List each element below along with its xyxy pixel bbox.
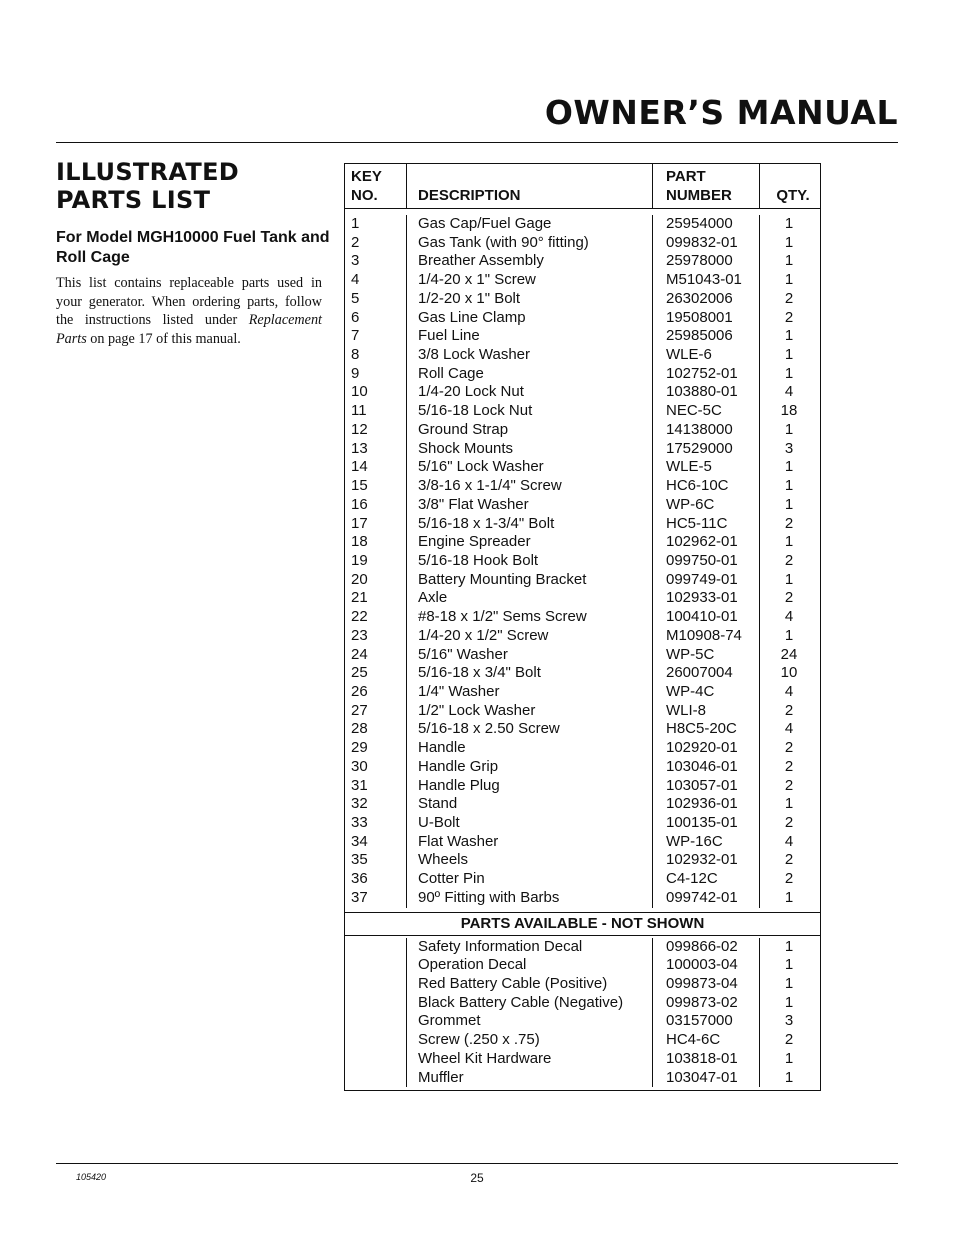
table-row xyxy=(345,851,820,870)
qty-cell: 1 xyxy=(784,570,794,588)
key-cell: 11 xyxy=(345,402,407,421)
key-cell: 25 xyxy=(345,664,407,683)
part-number-cell: 100003-04 xyxy=(653,956,760,975)
description-cell: Screw (.250 x .75) xyxy=(407,1031,653,1050)
description-cell: Axle xyxy=(407,589,653,608)
header-key-no xyxy=(345,164,407,208)
part-number-cell: 17529000 xyxy=(653,440,760,459)
qty-cell: 1 xyxy=(784,458,794,476)
description-cell: Breather Assembly xyxy=(407,252,653,271)
qty-cell: 1 xyxy=(784,420,794,438)
part-number-cell: 099832-01 xyxy=(653,234,760,253)
description-cell: 5/16-18 x 2.50 Screw xyxy=(407,720,653,739)
part-number-cell: 25985006 xyxy=(653,327,760,346)
description-cell: Roll Cage xyxy=(407,365,653,384)
key-cell: 21 xyxy=(345,589,407,608)
part-number-cell: 102962-01 xyxy=(653,533,760,552)
key-cell: 15 xyxy=(345,477,407,496)
key-cell: 33 xyxy=(345,814,407,833)
description-cell: Engine Spreader xyxy=(407,533,653,552)
description-cell: 1/2" Lock Washer xyxy=(407,702,653,721)
table-row xyxy=(345,440,820,459)
description-cell: 1/4" Washer xyxy=(407,683,653,702)
key-cell xyxy=(345,1069,407,1088)
table-row xyxy=(345,346,820,365)
qty-cell: 1 xyxy=(784,252,794,270)
part-number-cell: 103880-01 xyxy=(653,383,760,402)
table-row xyxy=(345,956,820,975)
table-row xyxy=(345,739,820,758)
part-number-cell: 099742-01 xyxy=(653,889,760,908)
key-cell: 27 xyxy=(345,702,407,721)
description-cell: Handle Plug xyxy=(407,777,653,796)
qty-cell: 1 xyxy=(784,495,794,513)
intro-text-2: on page 17 of this manual. xyxy=(86,331,241,348)
table-row xyxy=(345,309,820,328)
table-row xyxy=(345,1031,820,1050)
description-cell: Gas Cap/Fuel Gage xyxy=(407,215,653,234)
table-row xyxy=(345,234,820,253)
table-row xyxy=(345,1012,820,1031)
description-cell: Handle Grip xyxy=(407,758,653,777)
part-number-cell: WLE-6 xyxy=(653,346,760,365)
qty-cell: 1 xyxy=(784,533,794,551)
key-cell: 31 xyxy=(345,777,407,796)
table-row xyxy=(345,608,820,627)
qty-cell: 1 xyxy=(784,327,794,345)
description-cell: 1/4-20 Lock Nut xyxy=(407,383,653,402)
table-row xyxy=(345,271,820,290)
key-cell: 16 xyxy=(345,496,407,515)
header-part-number xyxy=(653,164,760,208)
qty-cell: 2 xyxy=(784,870,794,888)
part-number-cell: WLE-5 xyxy=(653,458,760,477)
qty-cell: 1 xyxy=(784,888,794,906)
part-number-cell: NEC-5C xyxy=(653,402,760,421)
description-cell: #8-18 x 1/2" Sems Screw xyxy=(407,608,653,627)
table-row xyxy=(345,571,820,590)
key-cell: 20 xyxy=(345,571,407,590)
qty-cell: 1 xyxy=(784,937,794,955)
description-cell: Cotter Pin xyxy=(407,870,653,889)
description-cell: Safety Information Decal xyxy=(407,938,653,957)
table-row xyxy=(345,252,820,271)
part-number-cell: 103057-01 xyxy=(653,777,760,796)
description-cell: Red Battery Cable (Positive) xyxy=(407,975,653,994)
qty-cell: 4 xyxy=(784,608,794,626)
table-row xyxy=(345,975,820,994)
qty-cell: 1 xyxy=(784,975,794,993)
description-cell: 90º Fitting with Barbs xyxy=(407,889,653,908)
qty-cell: 4 xyxy=(784,383,794,401)
description-cell: Gas Tank (with 90° fitting) xyxy=(407,234,653,253)
key-cell: 18 xyxy=(345,533,407,552)
qty-cell: 2 xyxy=(784,814,794,831)
description-cell: Shock Mounts xyxy=(407,440,653,459)
qty-cell: 1 xyxy=(784,271,794,289)
part-number-cell: 099873-02 xyxy=(653,994,760,1013)
table-row xyxy=(345,702,820,721)
table-row xyxy=(345,720,820,739)
description-cell: Gas Line Clamp xyxy=(407,309,653,328)
table-row xyxy=(345,664,820,683)
intro-link-text: Replacement Parts xyxy=(56,312,322,348)
key-cell xyxy=(345,938,407,957)
table-row xyxy=(345,383,820,402)
table-row xyxy=(345,833,820,852)
document-code: 105420 xyxy=(76,1172,107,1182)
qty-cell: 4 xyxy=(784,720,794,738)
table-row xyxy=(345,402,820,421)
qty-cell: 1 xyxy=(784,1049,794,1067)
qty-cell: 2 xyxy=(784,308,794,326)
qty-cell: 1 xyxy=(784,364,794,382)
key-cell: 29 xyxy=(345,739,407,758)
description-cell: 1/4-20 x 1" Screw xyxy=(407,271,653,290)
key-cell: 7 xyxy=(345,327,407,346)
table-row xyxy=(345,646,820,665)
table-row xyxy=(345,515,820,534)
qty-cell: 2 xyxy=(784,289,794,307)
qty-cell: 1 xyxy=(784,233,794,251)
key-cell: 8 xyxy=(345,346,407,365)
part-number-cell: 099873-04 xyxy=(653,975,760,994)
qty-cell: 1 xyxy=(784,346,794,364)
key-cell: 37 xyxy=(345,889,407,908)
table-row xyxy=(345,421,820,440)
table-row xyxy=(345,215,820,234)
qty-cell: 2 xyxy=(784,1031,794,1049)
part-number-cell: 100135-01 xyxy=(653,814,760,833)
table-row xyxy=(345,552,820,571)
description-cell: 5/16-18 Lock Nut xyxy=(407,402,653,421)
key-cell: 6 xyxy=(345,309,407,328)
key-cell: 12 xyxy=(345,421,407,440)
qty-cell: 10 xyxy=(780,664,798,682)
key-cell: 36 xyxy=(345,870,407,889)
part-number-cell: 103818-01 xyxy=(653,1050,760,1069)
part-number-cell: 03157000 xyxy=(653,1012,760,1031)
part-number-cell: HC5-11C xyxy=(653,515,760,534)
table-row xyxy=(345,683,820,702)
qty-cell: 1 xyxy=(784,956,794,974)
header-qty xyxy=(760,164,818,208)
description-cell: Stand xyxy=(407,795,653,814)
part-number-cell: 26302006 xyxy=(653,290,760,309)
table-row xyxy=(345,889,820,908)
header-description xyxy=(407,164,653,208)
part-number-cell: 19508001 xyxy=(653,309,760,328)
table-header-row xyxy=(345,164,820,209)
part-number-cell: M10908-74 xyxy=(653,627,760,646)
description-cell: Ground Strap xyxy=(407,421,653,440)
key-cell: 2 xyxy=(345,234,407,253)
qty-cell: 2 xyxy=(784,701,794,719)
part-number-cell: WP-6C xyxy=(653,496,760,515)
key-cell xyxy=(345,956,407,975)
key-cell: 34 xyxy=(345,833,407,852)
key-cell: 13 xyxy=(345,440,407,459)
intro-text-1: This list contains replaceable parts used in your generator. When ordering parts, follow the instructions listed under xyxy=(56,275,322,329)
part-number-cell: HC4-6C xyxy=(653,1031,760,1050)
header-rule xyxy=(56,142,898,143)
qty-cell: 1 xyxy=(784,626,794,644)
qty-cell: 1 xyxy=(784,1068,794,1086)
part-number-cell: WP-4C xyxy=(653,683,760,702)
key-cell: 10 xyxy=(345,383,407,402)
part-number-cell: 099749-01 xyxy=(653,571,760,590)
key-cell xyxy=(345,1012,407,1031)
key-cell: 17 xyxy=(345,515,407,534)
header-key-line1: KEY xyxy=(351,168,382,185)
description-cell: 5/16-18 x 3/4" Bolt xyxy=(407,664,653,683)
qty-cell: 1 xyxy=(784,477,794,495)
table-row xyxy=(345,290,820,309)
key-cell xyxy=(345,975,407,994)
qty-cell: 2 xyxy=(784,757,794,775)
table-row xyxy=(345,477,820,496)
table-row xyxy=(345,938,820,957)
key-cell: 9 xyxy=(345,365,407,384)
description-cell: 5/16" Lock Washer xyxy=(407,458,653,477)
description-cell: 5/16-18 Hook Bolt xyxy=(407,552,653,571)
qty-cell: 3 xyxy=(784,1012,794,1030)
key-cell: 28 xyxy=(345,720,407,739)
qty-cell: 1 xyxy=(784,993,794,1011)
part-number-cell: C4-12C xyxy=(653,870,760,889)
section-title: ILLUSTRATED PARTS LIST xyxy=(56,158,239,214)
key-cell: 23 xyxy=(345,627,407,646)
key-cell: 3 xyxy=(345,252,407,271)
description-cell: 1/2-20 x 1" Bolt xyxy=(407,290,653,309)
part-number-cell: 102936-01 xyxy=(653,795,760,814)
header-description-text: DESCRIPTION xyxy=(418,187,521,204)
part-number-cell: HC6-10C xyxy=(653,477,760,496)
table-row xyxy=(345,1069,820,1088)
part-number-cell: 102933-01 xyxy=(653,589,760,608)
qty-cell: 1 xyxy=(784,795,794,813)
part-number-cell: 102932-01 xyxy=(653,851,760,870)
qty-cell: 4 xyxy=(784,682,794,700)
part-number-cell: 14138000 xyxy=(653,421,760,440)
description-cell: 5/16" Washer xyxy=(407,646,653,665)
part-number-cell: WLI-8 xyxy=(653,702,760,721)
table-row xyxy=(345,777,820,796)
key-cell: 35 xyxy=(345,851,407,870)
description-cell: Muffler xyxy=(407,1069,653,1088)
qty-cell: 4 xyxy=(784,832,794,850)
part-number-cell: 25978000 xyxy=(653,252,760,271)
header-part-line2: NUMBER xyxy=(666,187,732,204)
intro-paragraph xyxy=(56,274,322,349)
part-number-cell: 102920-01 xyxy=(653,739,760,758)
table-row xyxy=(345,589,820,608)
table-row xyxy=(345,870,820,889)
qty-cell: 2 xyxy=(784,551,794,569)
part-number-cell: M51043-01 xyxy=(653,271,760,290)
key-cell xyxy=(345,994,407,1013)
part-number-cell: 099866-02 xyxy=(653,938,760,957)
key-cell: 4 xyxy=(345,271,407,290)
qty-cell: 2 xyxy=(784,776,794,794)
manual-title: OWNER’S MANUAL xyxy=(544,93,898,132)
model-title: For Model MGH10000 Fuel Tank and Roll Cage xyxy=(56,229,330,266)
part-number-cell: 26007004 xyxy=(653,664,760,683)
table-row xyxy=(345,814,820,833)
parts-body xyxy=(345,209,820,912)
description-cell: 3/8" Flat Washer xyxy=(407,496,653,515)
key-cell xyxy=(345,1031,407,1050)
part-number-cell: 099750-01 xyxy=(653,552,760,571)
qty-cell: 2 xyxy=(784,739,794,757)
table-row xyxy=(345,795,820,814)
qty-cell: 2 xyxy=(784,851,794,869)
key-cell: 19 xyxy=(345,552,407,571)
table-row xyxy=(345,365,820,384)
qty-cell: 3 xyxy=(784,439,794,457)
part-number-cell: 25954000 xyxy=(653,215,760,234)
part-number-cell: WP-16C xyxy=(653,833,760,852)
qty-cell: 2 xyxy=(784,514,794,532)
description-cell: Wheels xyxy=(407,851,653,870)
qty-cell: 24 xyxy=(780,645,798,663)
table-row xyxy=(345,458,820,477)
description-cell: Black Battery Cable (Negative) xyxy=(407,994,653,1013)
not-shown-header: PARTS AVAILABLE - NOT SHOWN xyxy=(345,912,820,936)
description-cell: Grommet xyxy=(407,1012,653,1031)
part-number-cell: 102752-01 xyxy=(653,365,760,384)
parts-table xyxy=(344,163,821,1091)
qty-cell: 1 xyxy=(784,215,794,232)
qty-cell: 2 xyxy=(784,589,794,607)
qty-cell: 18 xyxy=(780,402,798,420)
part-number-cell: 100410-01 xyxy=(653,608,760,627)
key-cell: 22 xyxy=(345,608,407,627)
key-cell: 5 xyxy=(345,290,407,309)
table-row xyxy=(345,994,820,1013)
description-cell: Fuel Line xyxy=(407,327,653,346)
description-cell: 3/8 Lock Washer xyxy=(407,346,653,365)
description-cell: 1/4-20 x 1/2" Screw xyxy=(407,627,653,646)
not-shown-body xyxy=(345,936,820,1091)
description-cell: Flat Washer xyxy=(407,833,653,852)
key-cell: 26 xyxy=(345,683,407,702)
table-row xyxy=(345,496,820,515)
key-cell: 24 xyxy=(345,646,407,665)
table-row xyxy=(345,533,820,552)
description-cell: Handle xyxy=(407,739,653,758)
table-row xyxy=(345,627,820,646)
part-number-cell: 103047-01 xyxy=(653,1069,760,1088)
part-number-cell: WP-5C xyxy=(653,646,760,665)
header-qty-text: QTY. xyxy=(776,187,810,204)
table-row xyxy=(345,327,820,346)
description-cell: Operation Decal xyxy=(407,956,653,975)
description-cell: Battery Mounting Bracket xyxy=(407,571,653,590)
description-cell: 5/16-18 x 1-3/4" Bolt xyxy=(407,515,653,534)
header-key-line2: NO. xyxy=(351,187,378,204)
description-cell: Wheel Kit Hardware xyxy=(407,1050,653,1069)
table-row xyxy=(345,1050,820,1069)
key-cell xyxy=(345,1050,407,1069)
table-row xyxy=(345,758,820,777)
page-number: 25 xyxy=(470,1171,484,1185)
key-cell: 1 xyxy=(345,215,407,234)
key-cell: 30 xyxy=(345,758,407,777)
part-number-cell: 103046-01 xyxy=(653,758,760,777)
header-part-line1: PART xyxy=(666,168,706,185)
key-cell: 32 xyxy=(345,795,407,814)
description-cell: U-Bolt xyxy=(407,814,653,833)
footer-rule xyxy=(56,1163,898,1164)
description-cell: 3/8-16 x 1-1/4" Screw xyxy=(407,477,653,496)
part-number-cell: H8C5-20C xyxy=(653,720,760,739)
key-cell: 14 xyxy=(345,458,407,477)
